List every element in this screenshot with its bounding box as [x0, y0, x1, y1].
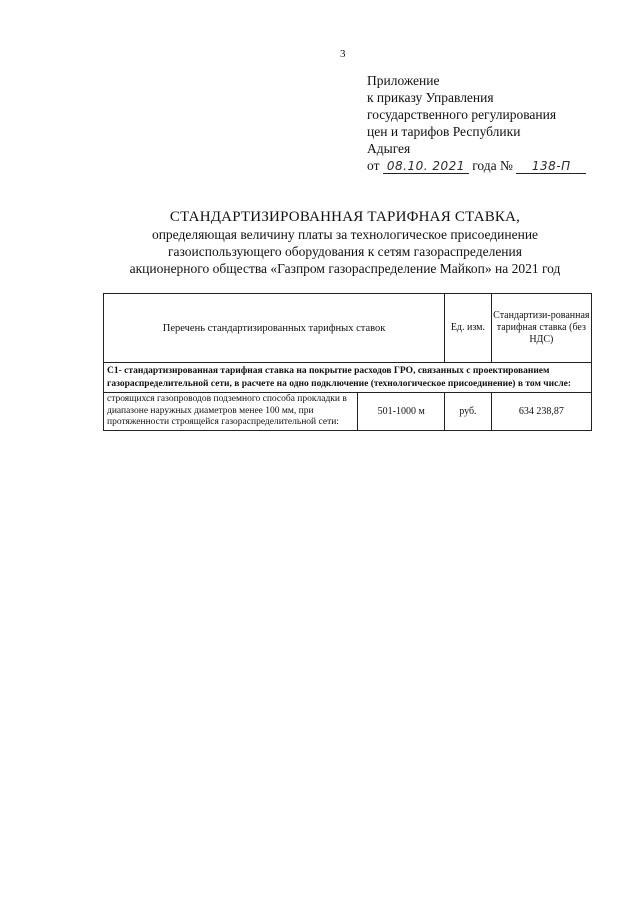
order-date-number: [367, 158, 586, 174]
title-sub-line: газоиспользующего оборудования к сетям газораспределения: [168, 244, 522, 259]
header-list: Перечень стандартизированных тарифных ставок: [104, 294, 445, 363]
title-sub-line: акционерного общества «Газпром газораспределение Майкоп» на 2021 год: [129, 261, 561, 276]
row-description: строящихся газопроводов подземного способа прокладки в диапазоне наружных диаметров менее 100 мм, при протяженности строящейся газораспределительной сети:: [104, 393, 358, 431]
table-row: [104, 393, 592, 431]
document-title: [90, 208, 600, 277]
appendix-block: [367, 72, 617, 157]
handwritten-date: 08.10. 2021: [383, 159, 469, 174]
handwritten-order-number: 138-П: [516, 159, 586, 174]
appendix-line: государственного регулирования: [367, 107, 557, 122]
row-range: 501-1000 м: [358, 393, 445, 431]
appendix-line: к приказу Управления: [367, 90, 494, 105]
section-c1: С1- стандартизированная тарифная ставка на покрытие расходов ГРО, связанных с проектированием газораспределительной сети, в расчете на одно подключение (технологическое присоединение) в том числе:: [104, 363, 592, 393]
appendix-line: Адыгея: [367, 141, 411, 156]
page-number: 3: [340, 48, 346, 60]
year-word: года №: [472, 158, 513, 173]
row-value: 634 238,87: [491, 393, 591, 431]
appendix-line: Приложение: [367, 73, 440, 88]
title-main: СТАНДАРТИЗИРОВАННАЯ ТАРИФНАЯ СТАВКА,: [169, 209, 521, 225]
date-prefix: от: [367, 158, 380, 173]
appendix-line: цен и тарифов Республики: [367, 124, 521, 139]
table-section-row: [104, 363, 592, 393]
row-unit: руб.: [445, 393, 492, 431]
header-unit: Ед. изм.: [445, 294, 492, 363]
tariff-table: [103, 293, 592, 431]
title-sub-line: определяющая величину платы за технологическое присоединение: [151, 227, 539, 242]
header-rate: Стандартизи-рованная тарифная ставка (без НДС): [491, 294, 591, 363]
table-header-row: [104, 294, 592, 363]
